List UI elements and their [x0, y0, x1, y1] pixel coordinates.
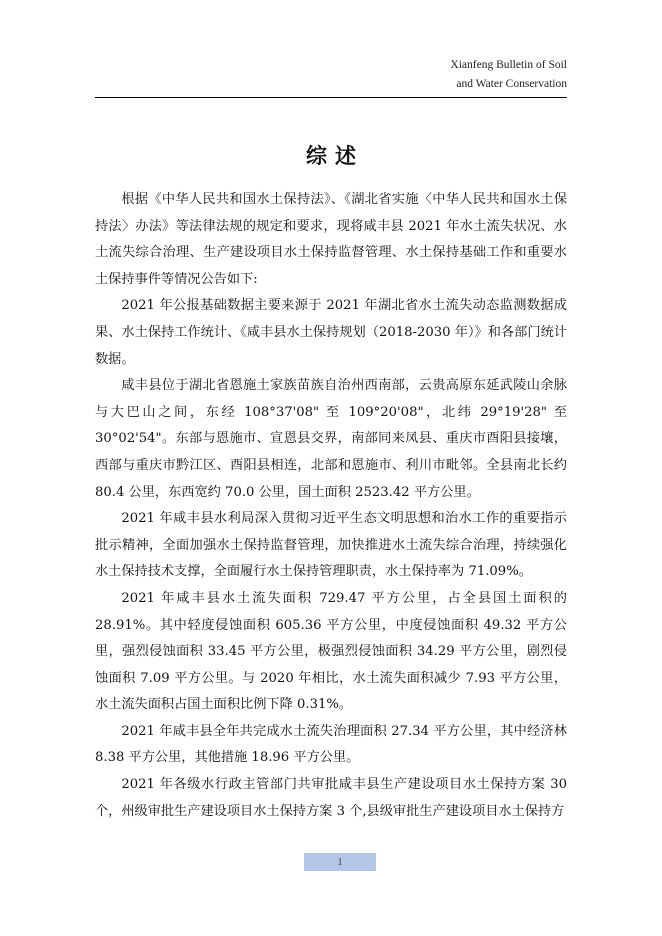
page-number: 1	[304, 853, 376, 871]
paragraph: 根据《中华人民共和国水土保持法》、《湖北省实施〈中华人民共和国水土保持法〉办法》等法律法规的规定和要求，现将咸丰县 2021 年水土流失状况、水土流失综合治理、生产建设项目水土保持监督管理、水土保持基础工作和重要水土保持事件等情况公告如下:	[95, 192, 567, 287]
paragraph: 2021 年咸丰县水利局深入贯彻习近平生态文明思想和治水工作的重要指示批示精神，全面加强水土保持监督管理，加快推进水土流失综合治理，持续强化水土保持技术支撑，全面履行水土保持管理职责，水土保持率为 71.09%。	[95, 511, 567, 580]
paragraph: 2021 年咸丰县水土流失面积 729.47 平方公里，占全县国土面积的 28.91%。其中轻度侵蚀面积 605.36 平方公里，中度侵蚀面积 49.32 平方公里，强烈侵蚀面积 33.45 平方公里，极强烈侵蚀面积 34.29 平方公里，剧烈侵蚀面积 7.09 平方公里。与 2020 年相比，水土流失面积减少 7.93 平方公里，水土流失面积占国土面积比例下降 0.31%。	[95, 590, 567, 713]
header-line-2: and Water Conservation	[456, 78, 567, 90]
page-title: 综述	[306, 144, 364, 168]
header-line-1: Xianfeng Bulletin of Soil	[450, 59, 567, 71]
paragraph: 2021 年各级水行政主管部门共审批咸丰县生产建设项目水土保持方案 30 个，州级审批生产建设项目水土保持方案 3 个,县级审批生产建设项目水土保持方	[95, 777, 567, 819]
body-text	[95, 187, 567, 825]
header-divider	[95, 97, 567, 98]
paragraph: 2021 年咸丰县全年共完成水土流失治理面积 27.34 平方公里，其中经济林 8.38 平方公里，其他措施 18.96 平方公里。	[95, 723, 567, 766]
running-header	[450, 56, 567, 94]
paragraph: 2021 年公报基础数据主要来源于 2021 年湖北省水土流失动态监测数据成果、水土保持工作统计、《咸丰县水土保持规划（2018-2030 年）》和各部门统计数据。	[95, 298, 567, 367]
paragraph: 咸丰县位于湖北省恩施土家族苗族自治州西南部，云贵高原东延武陵山余脉与大巴山之间，东经 108°37'08" 至 109°20'08"，北纬 29°19'28" 至 30°02'54"。东部与恩施市、宣恩县交界，南部同来凤县、重庆市酉阳县接壤，西部与重庆市黔江区、酉阳县相连，北部和恩施市、利川市毗邻。全县南北长约 80.4 公里，东西宽约 70.0 公里，国土面积 2523.42 平方公里。	[95, 378, 567, 500]
